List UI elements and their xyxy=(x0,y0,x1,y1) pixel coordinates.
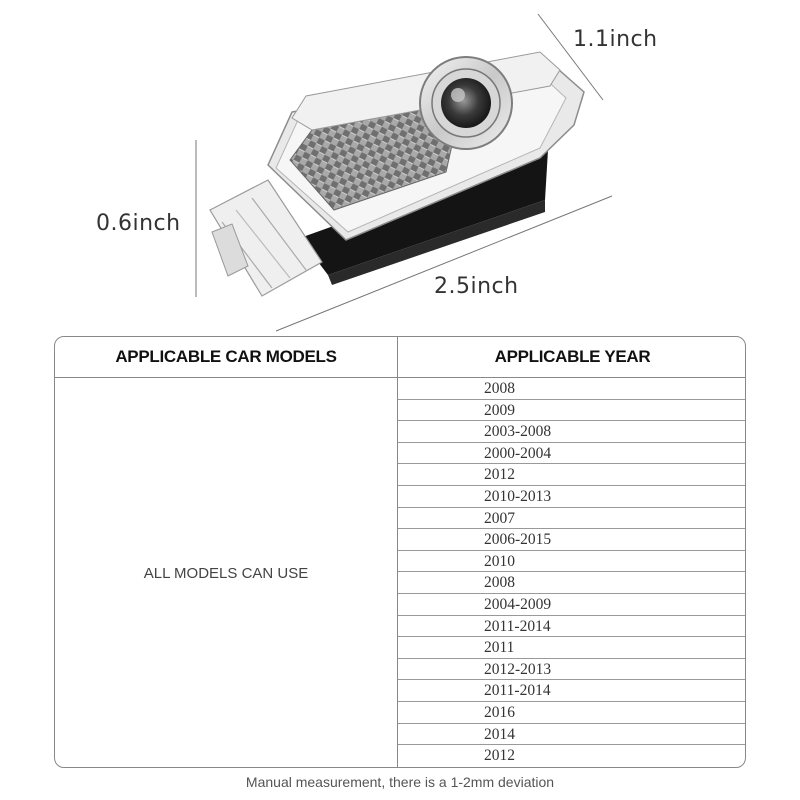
header-year: APPLICABLE YEAR xyxy=(494,347,651,366)
year-row: 2010 xyxy=(398,551,746,573)
year-row: 2011-2014 xyxy=(398,616,746,638)
year-row: 2011-2014 xyxy=(398,680,746,702)
year-row: 2014 xyxy=(398,724,746,746)
models-cell: ALL MODELS CAN USE xyxy=(143,565,309,582)
year-row: 2000-2004 xyxy=(398,443,746,465)
door-projector-illustration xyxy=(0,0,800,335)
measurement-note: Manual measurement, there is a 1-2mm deviation xyxy=(245,774,555,790)
product-figure xyxy=(0,0,800,335)
year-row: 2006-2015 xyxy=(398,529,746,551)
year-row: 2008 xyxy=(398,572,746,594)
year-row: 2011 xyxy=(398,637,746,659)
year-row: 2012-2013 xyxy=(398,659,746,681)
projector-lens xyxy=(420,57,512,149)
year-row: 2004-2009 xyxy=(398,594,746,616)
year-list xyxy=(398,378,746,767)
year-row: 2007 xyxy=(398,508,746,530)
year-row: 2012 xyxy=(484,747,515,765)
year-row: 2009 xyxy=(398,400,746,422)
year-row: 2008 xyxy=(398,378,746,400)
year-row: 2016 xyxy=(398,702,746,724)
width-label: 1.1inch xyxy=(573,27,658,52)
year-row: 2003-2008 xyxy=(398,421,746,443)
year-row: 2010-2013 xyxy=(398,486,746,508)
header-car-models: APPLICABLE CAR MODELS xyxy=(115,347,337,366)
year-row: 2012 xyxy=(398,464,746,486)
compatibility-table xyxy=(54,336,746,768)
height-label: 0.6inch xyxy=(96,211,181,236)
length-label: 2.5inch xyxy=(434,274,519,299)
